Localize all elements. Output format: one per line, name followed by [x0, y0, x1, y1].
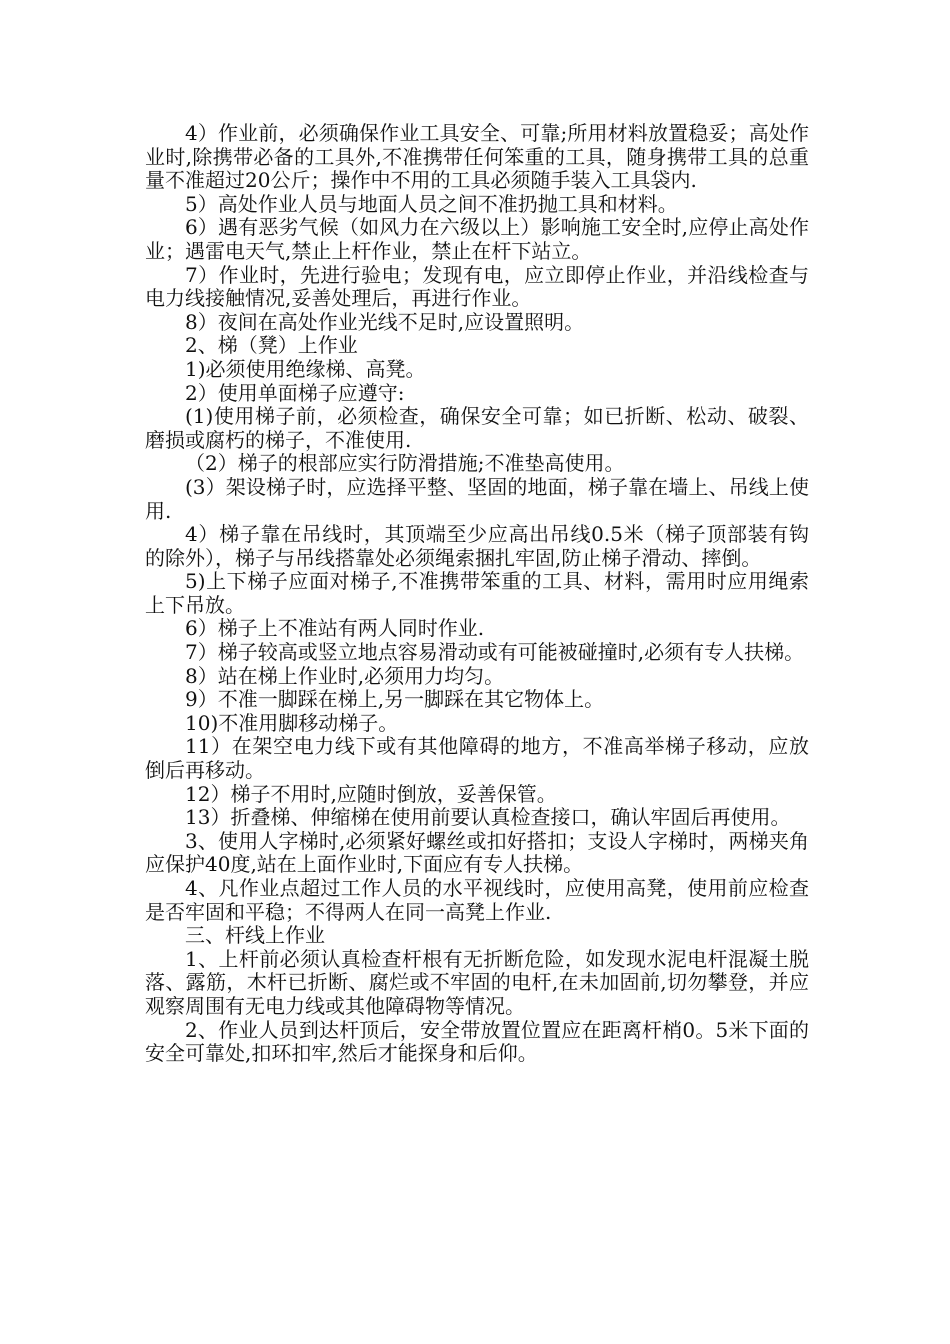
paragraph-4: 7）作业时，先进行验电；发现有电，应立即停止作业，并沿线检查与电力线接触情况,妥善处理后，再进行作业。 [145, 262, 809, 311]
paragraph-20: 12）梯子不用时,应随时倒放，妥善保管。 [185, 781, 557, 806]
paragraph-21: 13）折叠梯、伸缩梯在使用前要认真检查接口，确认牢固后再使用。 [185, 805, 791, 830]
paragraph-26: 2、作业人员到达杆顶后，安全带放置位置应在距离杆梢0。5米下面的安全可靠处,扣环扣牢,然后才能探身和后仰。 [145, 1017, 809, 1066]
paragraph-17: 9）不准一脚踩在梯上,另一脚踩在其它物体上。 [185, 687, 605, 712]
paragraph-15: 7）梯子较高或竖立地点容易滑动或有可能被碰撞时,必须有专人扶梯。 [185, 640, 805, 665]
paragraph-25: 1、上杆前必须认真检查杆根有无折断危险，如发现水泥电杆混凝土脱落、露筋，木杆已折断、腐烂或不牢固的电杆,在未加固前,切勿攀登，并应观察周围有无电力线或其他障碍物等情况。 [145, 946, 809, 1018]
paragraph-16: 8）站在梯上作业时,必须用力均匀。 [185, 663, 505, 688]
paragraph-9: (1)使用梯子前，必须检查，确保安全可靠；如已折断、松动、破裂、磨损或腐朽的梯子，不准使用. [145, 404, 809, 452]
paragraph-3: 6）遇有恶劣气候（如风力在六级以上）影响施工安全时,应停止高处作业；遇雷电天气,禁止上杆作业，禁止在杆下站立。 [145, 215, 809, 263]
paragraph-13: 5)上下梯子应面对梯子,不准携带笨重的工具、材料，需用时应用绳索上下吊放。 [145, 569, 809, 617]
paragraph-1: 4）作业前，必须确保作业工具安全、可靠;所用材料放置稳妥；高处作业时,除携带必备的工具外,不准携带任何笨重的工具，随身携带工具的总重量不准超过20公斤；操作中不用的工具必须随手装入工具袋内. [145, 121, 809, 193]
paragraph-19: 11）在架空电力线下或有其他障碍的地方，不准高举梯子移动，应放倒后再移动。 [145, 734, 809, 783]
section-heading-pole: 三、杆线上作业 [185, 923, 325, 948]
section-heading-ladder: 2、梯（凳）上作业 [185, 333, 358, 358]
paragraph-14: 6）梯子上不准站有两人同时作业. [185, 616, 485, 641]
paragraph-2: 5）高处作业人员与地面人员之间不准扔抛工具和材料。 [185, 191, 678, 216]
document-body [145, 122, 809, 1066]
paragraph-23: 4、凡作业点超过工作人员的水平视线时，应使用高凳，使用前应检查是否牢固和平稳；不得两人在同一高凳上作业. [145, 876, 809, 924]
paragraph-12: 4）梯子靠在吊线时，其顶端至少应高出吊线0.5米（梯子顶部装有钩的除外），梯子与吊线搭靠处必须绳索捆扎牢固,防止梯子滑动、摔倒。 [145, 522, 809, 570]
paragraph-22: 3、使用人字梯时,必须紧好螺丝或扣好搭扣；支设人字梯时，两梯夹角应保护40度,站在上面作业时,下面应有专人扶梯。 [145, 828, 809, 877]
paragraph-5: 8）夜间在高处作业光线不足时,应设置照明。 [185, 309, 585, 334]
paragraph-18: 10)不准用脚移动梯子。 [185, 710, 399, 735]
paragraph-8: 2）使用单面梯子应遵守: [185, 380, 405, 405]
paragraph-7: 1)必须使用绝缘梯、高凳。 [185, 356, 426, 381]
paragraph-10: （2）梯子的根部应实行防滑措施;不准垫高使用。 [185, 451, 625, 476]
paragraph-11: (3）架设梯子时，应选择平整、坚固的地面，梯子靠在墙上、吊线上使用. [145, 474, 809, 523]
